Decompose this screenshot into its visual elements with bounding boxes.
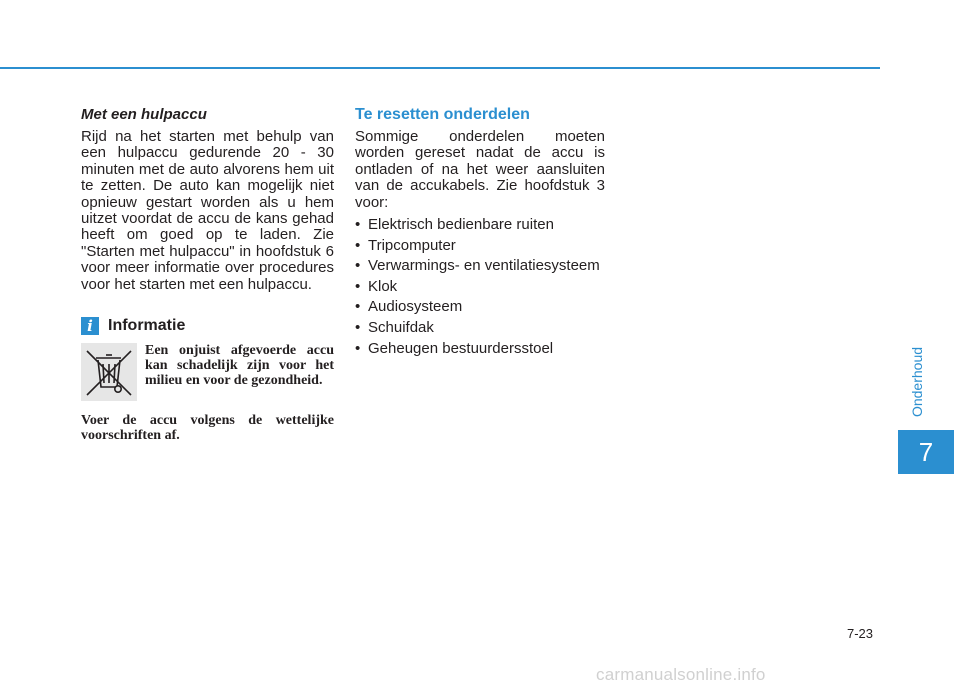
disposal-warning-text: Een onjuist afgevoerde accu kan schadelijk zijn voor het milieu en voor de gezondheid. [145,343,334,389]
disposal-warning [81,343,334,401]
list-item: • Schuifdak [355,320,605,336]
info-header [81,317,334,335]
info-icon: i [81,317,99,335]
section-title: Te resetten onderdelen [355,106,530,123]
list-item: • Audiosysteem [355,299,605,315]
chapter-tab-text: Onderhoud [909,346,925,418]
info-label: Informatie [108,317,186,335]
subheading-jump-start: Met een hulpaccu [81,106,207,123]
list-item: • Geheugen bestuurdersstoel [355,341,605,357]
crossed-out-wheelie-bin-icon [81,343,137,401]
page-number: 7-23 [847,626,874,641]
list-item: • Verwarmings- en ventilatiesysteem [355,258,605,274]
list-item: • Klok [355,279,605,295]
chapter-number-box: 7 [898,430,954,474]
list-item: • Elektrisch bedienbare ruiten [355,217,605,233]
disposal-instruction: Voer de accu volgens de wettelijke voorschriften af. [81,413,334,444]
jump-start-paragraph: Rijd na het starten met behulp van een hulpaccu gedurende 20 - 30 minuten met de auto alvorens hem uit te zetten. De auto kan mogelijk niet opnieuw gestart worden als u hem uitzet voordat de accu de kans gehad heeft om goed op te laden. Zie "Starten met hulpaccu" in hoofdstuk 6 voor meer informatie over procedures voor het starten met een hulpaccu. [81,128,334,293]
chapter-tab-label [897,342,937,422]
left-column [81,106,334,443]
header-rule [0,67,880,69]
list-item: • Tripcomputer [355,238,605,254]
reset-items-list [355,217,605,357]
watermark: carmanualsonline.info [596,665,766,684]
reset-intro: Sommige onderdelen moeten worden gereset nadat de accu is ontladen of na het weer aansluiten van de accukabels. Zie hoofdstuk 3 voor: [355,128,605,211]
right-column [355,106,605,361]
